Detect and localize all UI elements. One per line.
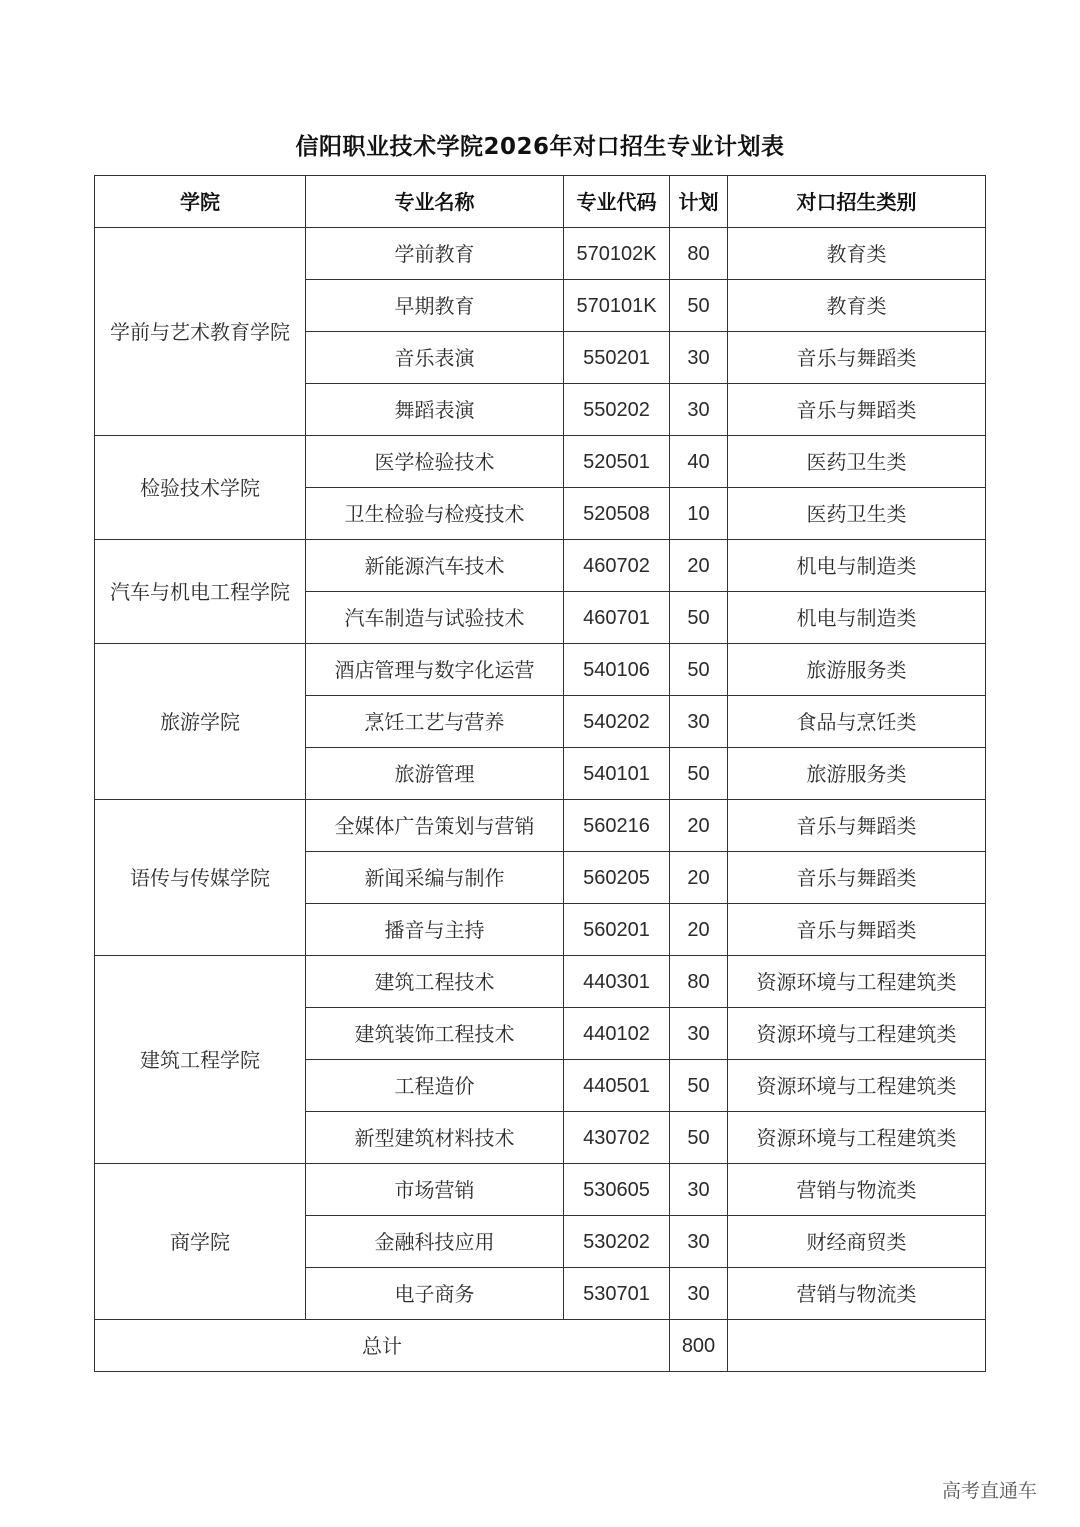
major-cell: 医学检验技术 [306, 436, 564, 488]
table-row [95, 644, 986, 696]
header-code: 专业代码 [564, 176, 670, 228]
plan-cell: 50 [670, 592, 728, 644]
category-cell: 音乐与舞蹈类 [728, 800, 986, 852]
plan-cell: 30 [670, 1216, 728, 1268]
major-cell: 新闻采编与制作 [306, 852, 564, 904]
plan-cell: 10 [670, 488, 728, 540]
code-cell: 460701 [564, 592, 670, 644]
category-cell: 资源环境与工程建筑类 [728, 956, 986, 1008]
plan-cell: 30 [670, 384, 728, 436]
college-cell: 商学院 [95, 1164, 306, 1320]
code-cell: 460702 [564, 540, 670, 592]
table-body [95, 228, 986, 1320]
major-cell: 早期教育 [306, 280, 564, 332]
plan-cell: 50 [670, 644, 728, 696]
enrollment-plan-table [94, 175, 986, 1372]
code-cell: 560216 [564, 800, 670, 852]
plan-cell: 20 [670, 540, 728, 592]
major-cell: 建筑装饰工程技术 [306, 1008, 564, 1060]
category-cell: 机电与制造类 [728, 540, 986, 592]
category-cell: 机电与制造类 [728, 592, 986, 644]
plan-cell: 20 [670, 904, 728, 956]
header-college: 学院 [95, 176, 306, 228]
header-category: 对口招生类别 [728, 176, 986, 228]
header-major: 专业名称 [306, 176, 564, 228]
plan-cell: 30 [670, 1008, 728, 1060]
category-cell: 旅游服务类 [728, 644, 986, 696]
category-cell: 资源环境与工程建筑类 [728, 1008, 986, 1060]
major-cell: 舞蹈表演 [306, 384, 564, 436]
header-plan: 计划 [670, 176, 728, 228]
plan-cell: 80 [670, 228, 728, 280]
major-cell: 金融科技应用 [306, 1216, 564, 1268]
plan-cell: 50 [670, 280, 728, 332]
code-cell: 440102 [564, 1008, 670, 1060]
category-cell: 教育类 [728, 280, 986, 332]
major-cell: 酒店管理与数字化运营 [306, 644, 564, 696]
code-cell: 530605 [564, 1164, 670, 1216]
plan-cell: 80 [670, 956, 728, 1008]
table-row [95, 800, 986, 852]
total-category [728, 1320, 986, 1372]
category-cell: 资源环境与工程建筑类 [728, 1060, 986, 1112]
code-cell: 440501 [564, 1060, 670, 1112]
category-cell: 医药卫生类 [728, 436, 986, 488]
college-cell: 学前与艺术教育学院 [95, 228, 306, 436]
code-cell: 570101K [564, 280, 670, 332]
code-cell: 560205 [564, 852, 670, 904]
code-cell: 570102K [564, 228, 670, 280]
code-cell: 540202 [564, 696, 670, 748]
plan-cell: 50 [670, 748, 728, 800]
plan-cell: 50 [670, 1112, 728, 1164]
code-cell: 560201 [564, 904, 670, 956]
college-cell: 旅游学院 [95, 644, 306, 800]
major-cell: 学前教育 [306, 228, 564, 280]
category-cell: 教育类 [728, 228, 986, 280]
total-row [95, 1320, 986, 1372]
code-cell: 430702 [564, 1112, 670, 1164]
total-label: 总计 [95, 1320, 670, 1372]
plan-cell: 20 [670, 800, 728, 852]
table-row [95, 540, 986, 592]
college-cell: 检验技术学院 [95, 436, 306, 540]
table-header-row [95, 176, 986, 228]
plan-cell: 30 [670, 696, 728, 748]
total-plan: 800 [670, 1320, 728, 1372]
category-cell: 音乐与舞蹈类 [728, 904, 986, 956]
code-cell: 440301 [564, 956, 670, 1008]
category-cell: 营销与物流类 [728, 1164, 986, 1216]
document-title: 信阳职业技术学院2026年对口招生专业计划表 [295, 134, 785, 160]
category-cell: 食品与烹饪类 [728, 696, 986, 748]
plan-cell: 40 [670, 436, 728, 488]
college-cell: 建筑工程学院 [95, 956, 306, 1164]
major-cell: 工程造价 [306, 1060, 564, 1112]
code-cell: 520501 [564, 436, 670, 488]
major-cell: 播音与主持 [306, 904, 564, 956]
table-row [95, 436, 986, 488]
major-cell: 市场营销 [306, 1164, 564, 1216]
major-cell: 新型建筑材料技术 [306, 1112, 564, 1164]
code-cell: 540101 [564, 748, 670, 800]
plan-cell: 20 [670, 852, 728, 904]
watermark: 高考直通车 [942, 1480, 1038, 1502]
table-row [95, 956, 986, 1008]
college-cell: 语传与传媒学院 [95, 800, 306, 956]
category-cell: 音乐与舞蹈类 [728, 332, 986, 384]
table-row [95, 228, 986, 280]
code-cell: 550201 [564, 332, 670, 384]
major-cell: 建筑工程技术 [306, 956, 564, 1008]
plan-cell: 50 [670, 1060, 728, 1112]
major-cell: 新能源汽车技术 [306, 540, 564, 592]
table-row [95, 1164, 986, 1216]
plan-cell: 30 [670, 1268, 728, 1320]
major-cell: 旅游管理 [306, 748, 564, 800]
major-cell: 卫生检验与检疫技术 [306, 488, 564, 540]
category-cell: 音乐与舞蹈类 [728, 852, 986, 904]
category-cell: 营销与物流类 [728, 1268, 986, 1320]
college-cell: 汽车与机电工程学院 [95, 540, 306, 644]
category-cell: 音乐与舞蹈类 [728, 384, 986, 436]
plan-cell: 30 [670, 332, 728, 384]
code-cell: 550202 [564, 384, 670, 436]
plan-cell: 30 [670, 1164, 728, 1216]
category-cell: 财经商贸类 [728, 1216, 986, 1268]
code-cell: 520508 [564, 488, 670, 540]
major-cell: 电子商务 [306, 1268, 564, 1320]
major-cell: 烹饪工艺与营养 [306, 696, 564, 748]
code-cell: 530701 [564, 1268, 670, 1320]
major-cell: 音乐表演 [306, 332, 564, 384]
major-cell: 全媒体广告策划与营销 [306, 800, 564, 852]
code-cell: 540106 [564, 644, 670, 696]
code-cell: 530202 [564, 1216, 670, 1268]
category-cell: 医药卫生类 [728, 488, 986, 540]
category-cell: 资源环境与工程建筑类 [728, 1112, 986, 1164]
major-cell: 汽车制造与试验技术 [306, 592, 564, 644]
category-cell: 旅游服务类 [728, 748, 986, 800]
